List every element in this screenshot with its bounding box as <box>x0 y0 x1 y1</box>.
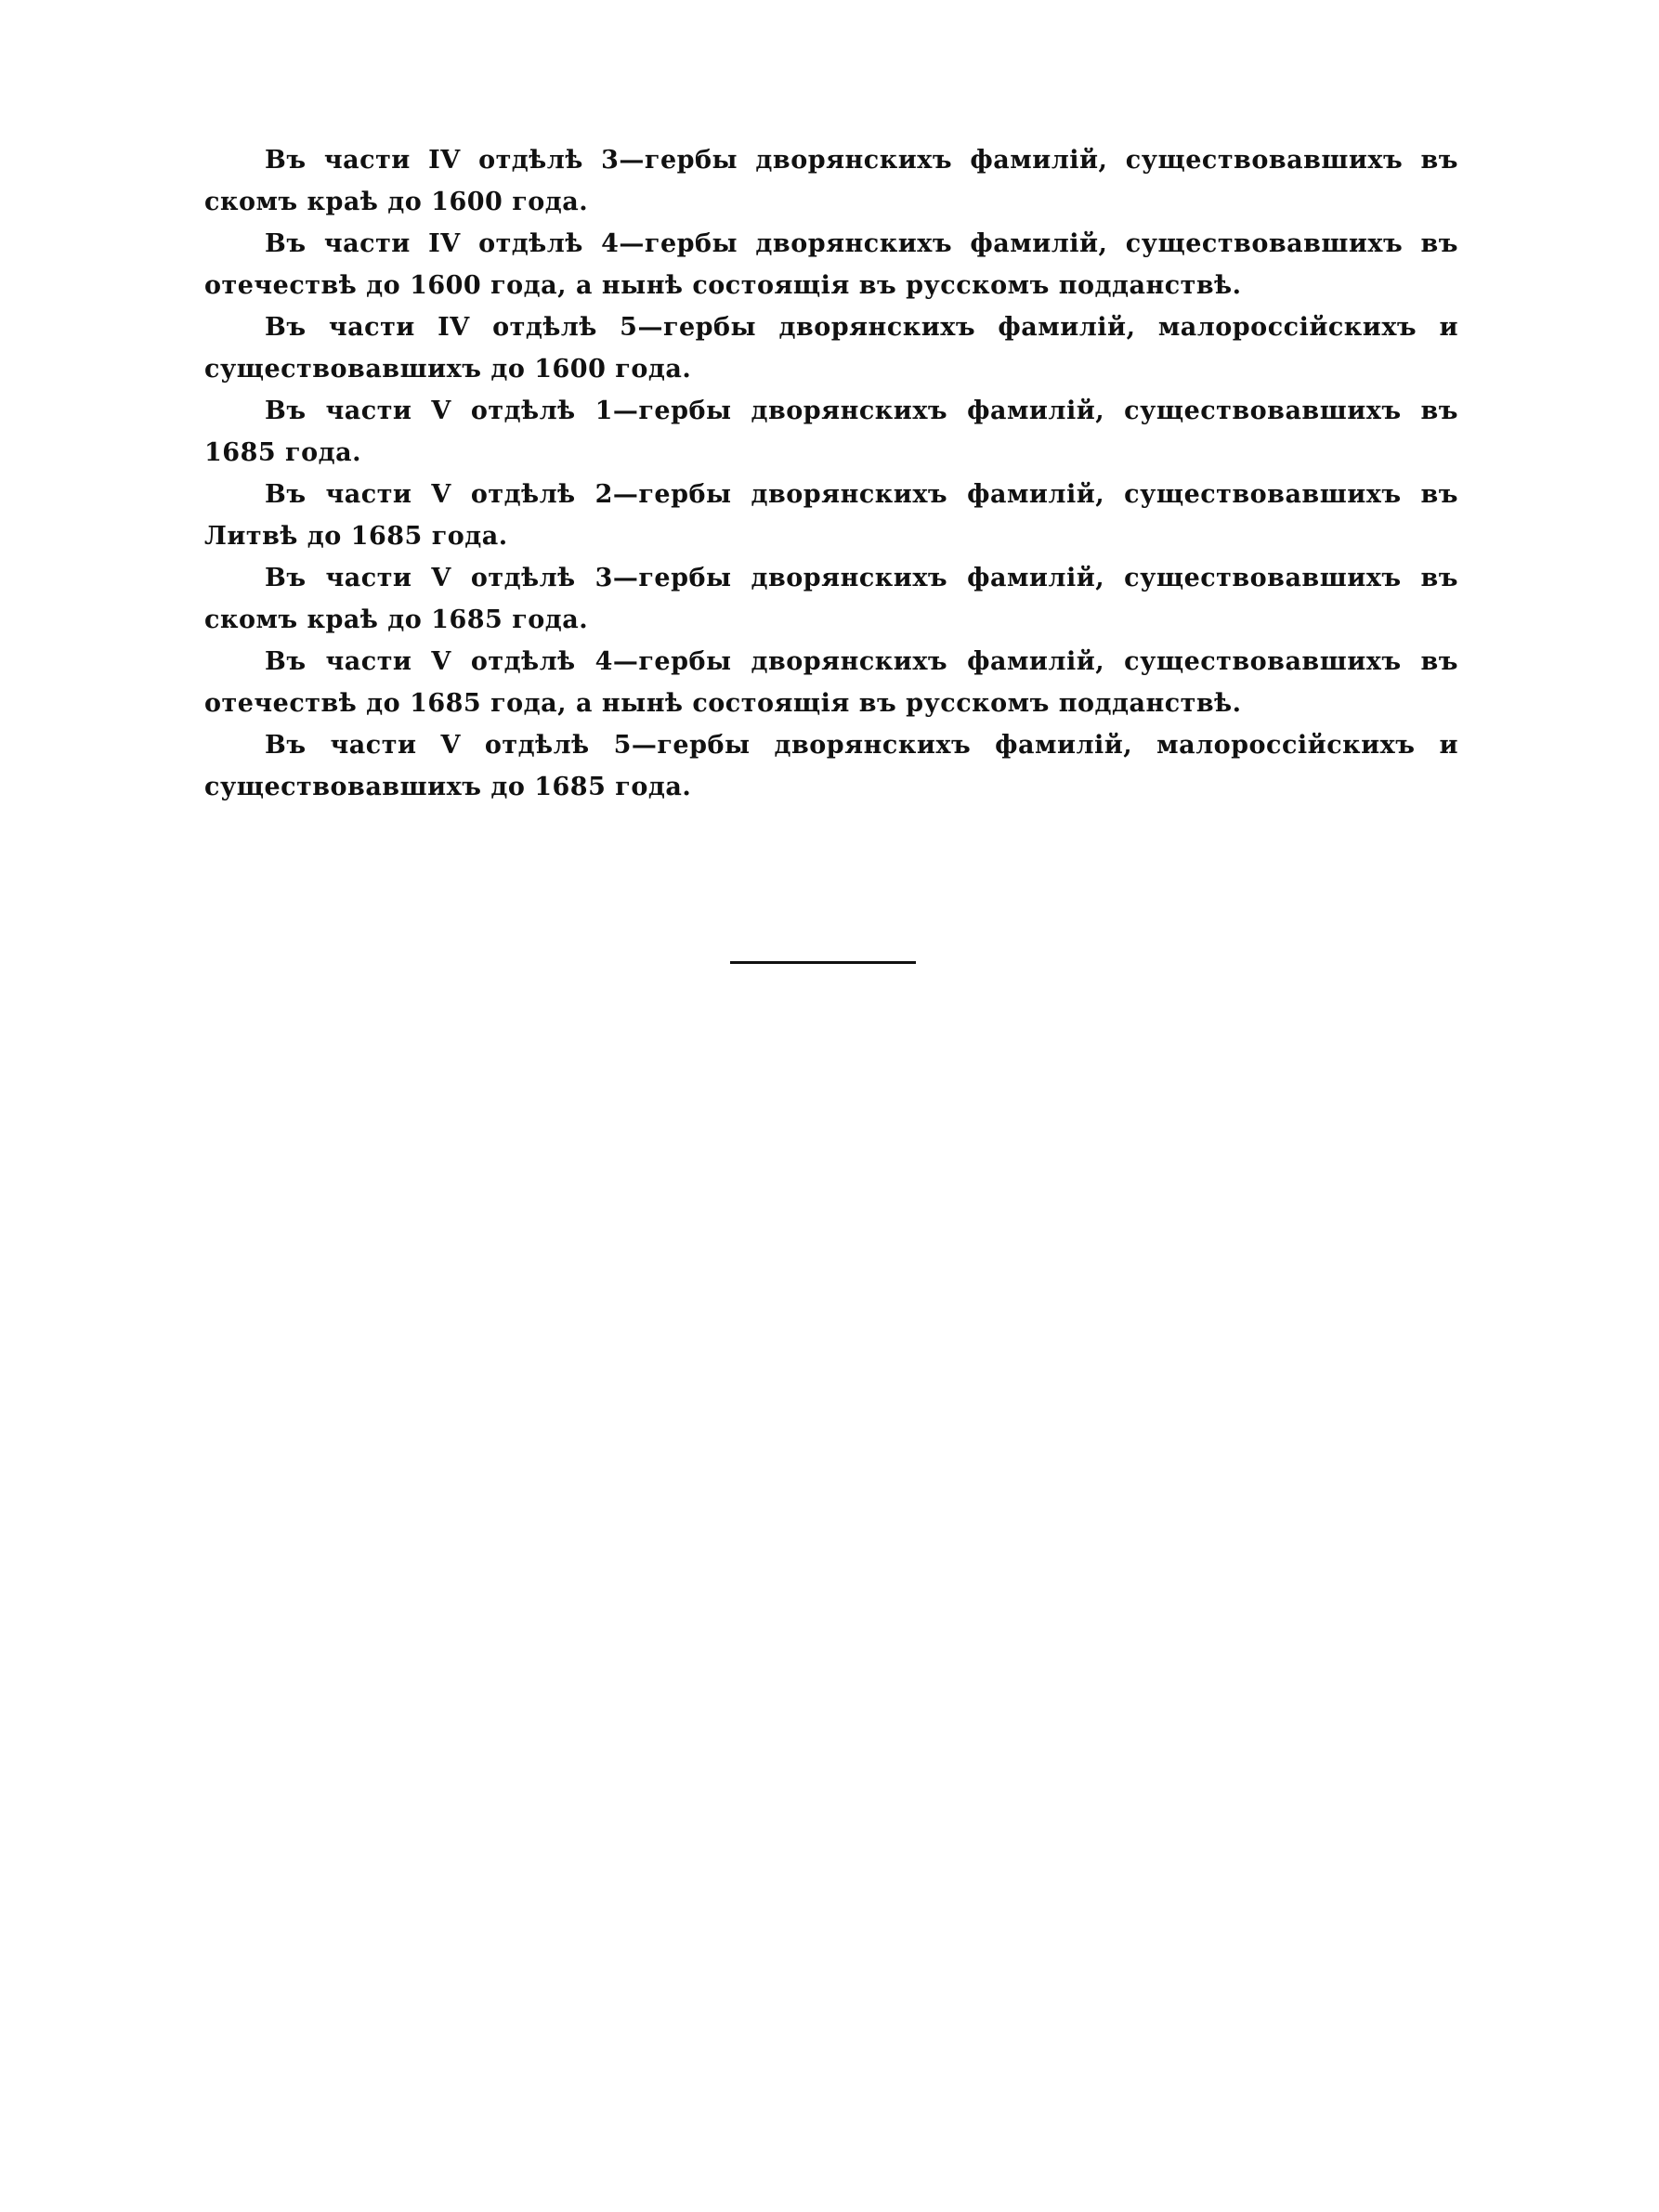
entry-line: скомъ краѣ до 1600 года. <box>204 188 589 216</box>
entry-line: Литвѣ до 1685 года. <box>204 522 508 551</box>
entry-line: Въ части V отдѣлѣ 4—гербы дворянскихъ фамилій, существовавшихъ въ <box>265 647 1458 676</box>
entry-part5-section4 <box>204 641 1458 724</box>
entry-line: 1685 года. <box>204 438 361 467</box>
body-text <box>204 139 1458 808</box>
entry-line: отечествѣ до 1685 года, а нынѣ состоящія въ русскомъ подданствѣ. <box>204 689 1242 718</box>
entry-line: Въ части IV отдѣлѣ 5—гербы дворянскихъ фамилій, малороссійскихъ и <box>265 313 1458 342</box>
end-rule <box>730 961 916 964</box>
entry-line: существовавшихъ до 1685 года. <box>204 773 692 801</box>
entry-part5-section3 <box>204 557 1458 641</box>
entry-line: Въ части V отдѣлѣ 5—гербы дворянскихъ фамилій, малороссійскихъ и <box>265 731 1458 760</box>
entry-line: существовавшихъ до 1600 года. <box>204 355 692 384</box>
entry-line: Въ части V отдѣлѣ 3—гербы дворянскихъ фамилій, существовавшихъ въ <box>265 564 1458 592</box>
entry-part4-section5 <box>204 306 1458 390</box>
entry-line: скомъ краѣ до 1685 года. <box>204 605 589 634</box>
entry-part5-section2 <box>204 474 1458 557</box>
entry-part4-section3 <box>204 139 1458 223</box>
entry-part5-section1 <box>204 390 1458 474</box>
entry-line: Въ части V отдѣлѣ 1—гербы дворянскихъ фамилій, существовавшихъ въ <box>265 397 1458 425</box>
entry-line: Въ части V отдѣлѣ 2—гербы дворянскихъ фамилій, существовавшихъ въ <box>265 480 1458 509</box>
entry-line: отечествѣ до 1600 года, а нынѣ состоящія въ русскомъ подданствѣ. <box>204 271 1242 300</box>
entry-part4-section4 <box>204 223 1458 306</box>
entry-line: Въ части IV отдѣлѣ 4—гербы дворянскихъ фамилій, существовавшихъ въ <box>265 229 1458 258</box>
entry-part5-section5 <box>204 724 1458 808</box>
entry-line: Въ части IV отдѣлѣ 3—гербы дворянскихъ фамилій, существовавшихъ въ <box>265 146 1458 175</box>
